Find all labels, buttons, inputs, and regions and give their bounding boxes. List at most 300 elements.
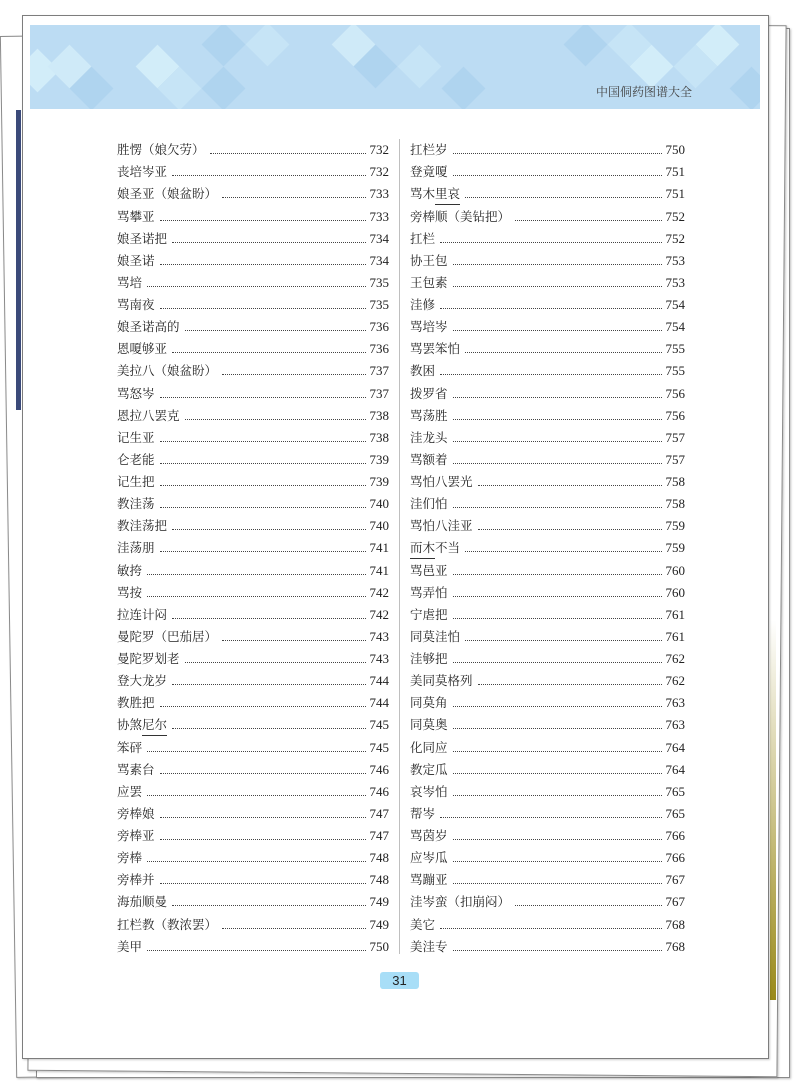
index-entry [410,668,685,690]
entry-page: 757 [665,429,685,445]
entry-page: 759 [665,518,685,534]
index-entry [410,690,685,712]
entry-page: 766 [665,828,685,843]
entry-page: 738 [369,429,389,445]
entry-name: 旁棒亚 [117,828,155,843]
entry-page: 737 [369,363,389,379]
index-entry [410,734,685,756]
entry-name: 骂弄怕 [410,584,448,600]
dot-leader [160,773,366,774]
entry-page: 762 [665,673,685,689]
entry-name: 洼够把 [410,651,448,666]
entry-page: 751 [665,164,685,180]
entry-page: 748 [369,872,389,888]
dot-leader [172,352,365,353]
index-entry [117,513,389,535]
entry-page: 765 [665,805,685,821]
entry-name: 仑老能 [117,451,155,467]
index-entry [117,602,389,624]
index-entry [117,734,389,756]
dot-leader [222,374,365,375]
dot-leader [147,751,365,752]
entry-page: 751 [665,186,685,202]
index-entry [117,469,389,491]
index-entry [410,845,685,867]
dot-leader [453,397,662,398]
dot-leader [172,684,365,685]
dot-leader [160,883,366,884]
entry-name: 旁棒并 [117,872,155,888]
entry-name: 协煞尼尔 [117,717,168,733]
dot-leader [515,905,661,906]
dot-leader [453,463,662,464]
entry-page: 735 [369,274,389,290]
entry-page: 760 [665,562,685,578]
entry-name: 曼陀罗划老 [117,651,180,666]
dot-leader [172,728,365,729]
index-entry [117,248,389,270]
index-entry [410,646,685,668]
entry-page: 767 [665,872,685,888]
index-entry [117,336,389,358]
index-entry [117,380,389,402]
dot-leader [453,861,662,862]
entry-name: 骂南夜 [117,297,155,312]
entry-page: 758 [665,474,685,489]
index-entry [117,447,389,469]
entry-name: 教定瓜 [410,761,448,777]
entry-page: 756 [665,385,685,401]
entry-page: 766 [665,850,685,866]
dot-leader [160,551,366,552]
index-entry [410,911,685,933]
entry-page: 752 [665,230,685,246]
entry-page: 760 [665,584,685,600]
dot-leader [478,529,662,530]
banner-pattern [202,67,246,109]
banner-pattern [202,25,246,66]
entry-name: 洼岑蛮（扣崩闷） [410,894,511,910]
entry-page: 761 [665,628,685,644]
dot-leader [465,640,661,641]
index-entry [117,491,389,513]
entry-name: 骂木里哀 [410,186,461,202]
entry-page: 747 [369,828,389,843]
dot-leader [465,352,661,353]
index-entry [410,292,685,314]
entry-name: 骂怕八洼亚 [410,518,473,534]
dot-leader [147,596,365,597]
entry-page: 746 [369,783,389,799]
dot-leader [160,441,366,442]
index-entry [410,425,685,447]
index-entry [410,181,685,203]
entry-name: 教困 [410,363,436,379]
entry-page: 737 [369,385,389,401]
dot-leader [515,220,661,221]
entry-page: 758 [665,496,685,512]
index-entry [117,403,389,425]
entry-name: 记生把 [117,474,155,489]
entry-name: 娘圣诺高的 [117,319,180,335]
dot-leader [185,330,366,331]
entry-page: 764 [665,739,685,755]
column-divider [399,139,400,954]
entry-name: 记生亚 [117,429,155,445]
index-entry [117,889,389,911]
book-title: 中国侗药图谱大全 [595,85,692,99]
entry-name: 应罢 [117,783,143,799]
index-entry [117,712,389,734]
entry-name: 王包素 [410,274,448,290]
entry-page: 750 [369,938,389,954]
header-banner [30,25,760,109]
index-entry [410,447,685,469]
dot-leader [453,839,662,840]
index-entry [410,380,685,402]
entry-name: 丧培岑亚 [117,164,168,180]
index-entry [410,535,685,557]
index-entry [117,314,389,336]
index-entry [410,889,685,911]
entry-page: 757 [665,451,685,467]
index-entry [117,646,389,668]
entry-name: 娘圣诺把 [117,230,168,246]
entry-page: 759 [665,540,685,556]
entry-page: 734 [369,252,389,268]
index-entry [117,867,389,889]
index-entry [410,491,685,513]
dot-leader [160,397,366,398]
dot-leader [172,529,365,530]
index-entry [410,248,685,270]
entry-name: 扛栏教（教浓罢） [117,916,218,932]
entry-page: 733 [369,208,389,224]
entry-page: 763 [665,717,685,733]
index-entry [117,668,389,690]
index-entry [410,137,685,159]
entry-page: 768 [665,938,685,954]
entry-page: 745 [369,717,389,733]
index-entry [117,690,389,712]
entry-page: 753 [665,274,685,290]
dot-leader [160,507,366,508]
dot-leader [453,751,662,752]
index-entry [410,159,685,181]
entry-name: 应岑瓜 [410,850,448,866]
entry-name: 旁棒顺（美钻把） [410,208,511,224]
entry-name: 帮岑 [410,805,436,821]
entry-name: 教胜把 [117,695,155,711]
entry-name: 胜愣（娘欠劳） [117,142,205,158]
entry-page: 742 [369,606,389,622]
entry-page: 749 [369,894,389,910]
entry-page: 736 [369,319,389,335]
index-entry [117,911,389,933]
page-number: 31 [380,972,419,989]
banner-pattern [246,25,290,66]
dot-leader [453,574,662,575]
entry-name: 曼陀罗（巴茄居） [117,628,218,644]
entry-page: 741 [369,540,389,556]
dot-leader [172,618,365,619]
dot-leader [185,419,366,420]
entry-page: 740 [369,496,389,512]
entry-page: 754 [665,297,685,312]
banner-pattern [564,25,608,66]
entry-name: 骂蹦亚 [410,872,448,888]
dot-leader [478,485,662,486]
dot-leader [160,839,366,840]
dot-leader [222,640,365,641]
entry-name: 骂怒岑 [117,385,155,401]
dot-leader [453,706,662,707]
entry-page: 739 [369,451,389,467]
index-entry [117,557,389,579]
dot-leader [147,795,365,796]
dot-leader [160,308,366,309]
entry-page: 765 [665,783,685,799]
entry-name: 美拉八（娘盆盼） [117,363,218,379]
dot-leader [172,175,365,176]
dot-leader [222,928,365,929]
dot-leader [453,950,662,951]
dot-leader [453,773,662,774]
entry-page: 741 [369,562,389,578]
entry-page: 756 [665,407,685,423]
entry-name: 骂邑亚 [410,562,448,578]
entry-name: 洼荡朋 [117,540,155,556]
entry-page: 735 [369,297,389,312]
index-entry [410,867,685,889]
dot-leader [453,662,662,663]
dot-leader [147,861,365,862]
entry-page: 738 [369,407,389,423]
index-entry [410,336,685,358]
entry-page: 739 [369,474,389,489]
entry-page: 764 [665,761,685,777]
entry-page: 768 [665,916,685,932]
entry-name: 骂荡胜 [410,407,448,423]
dot-leader [160,463,366,464]
index-entry [410,203,685,225]
index-entry [410,403,685,425]
entry-page: 734 [369,230,389,246]
entry-page: 744 [369,673,389,689]
index-entry [117,358,389,380]
entry-name: 而木不当 [410,540,461,556]
entry-name: 美它 [410,916,436,932]
index-entry [410,801,685,823]
entry-page: 745 [369,739,389,755]
index-entry [410,757,685,779]
dot-leader [160,817,366,818]
entry-page: 732 [369,164,389,180]
dot-leader [440,374,661,375]
banner-pattern [442,67,486,109]
entry-name: 教洼荡把 [117,518,168,534]
entry-name: 骂培 [117,274,143,290]
index-entry [117,226,389,248]
dot-leader [453,175,662,176]
entry-page: 755 [665,363,685,379]
entry-name: 骂怕八罢光 [410,474,473,489]
dot-leader [453,419,662,420]
index-entry [117,934,389,956]
index-entry [117,845,389,867]
entry-name: 骂按 [117,584,143,600]
entry-page: 733 [369,186,389,202]
entry-page: 763 [665,695,685,711]
entry-name: 洼修 [410,297,436,312]
dot-leader [453,883,662,884]
dot-leader [147,574,365,575]
entry-page: 740 [369,518,389,534]
dot-leader [160,264,366,265]
entry-page: 752 [665,208,685,224]
index-entry [410,624,685,646]
entry-page: 744 [369,695,389,711]
entry-name: 协王包 [410,252,448,268]
dot-leader [478,684,662,685]
entry-page: 749 [369,916,389,932]
entry-name: 拉连计闷 [117,606,168,622]
dot-leader [465,197,661,198]
index-entry [117,801,389,823]
index-entry [410,557,685,579]
entry-name: 敏挎 [117,562,143,578]
entry-page: 755 [665,341,685,357]
index-entry [410,358,685,380]
index-entry [117,292,389,314]
entry-name: 旁棒娘 [117,805,155,821]
dot-leader [440,242,661,243]
dot-leader [172,905,365,906]
entry-page: 746 [369,761,389,777]
index-entry [410,270,685,292]
entry-page: 753 [665,252,685,268]
index-entry [117,779,389,801]
index-entry [410,226,685,248]
dot-leader [160,485,366,486]
index-entry [117,159,389,181]
dot-leader [453,507,662,508]
dot-leader [453,441,662,442]
entry-name: 登竟嗄 [410,164,448,180]
entry-name: 笨砰 [117,739,143,755]
entry-name: 美同莫格列 [410,673,473,689]
index-entry [410,602,685,624]
index-entry [117,270,389,292]
entry-page: 732 [369,142,389,158]
entry-page: 743 [369,628,389,644]
index-entry [410,823,685,845]
dot-leader [160,220,366,221]
dot-leader [210,153,366,154]
entry-page: 747 [369,805,389,821]
dot-leader [440,308,661,309]
entry-name: 拨罗省 [410,385,448,401]
entry-name: 恩嗄够亚 [117,341,168,357]
entry-name: 恩拉八罢克 [117,407,180,423]
entry-name: 骂素台 [117,761,155,777]
dot-leader [160,706,366,707]
entry-name: 美洼专 [410,938,448,954]
page-edge-stripe [770,620,776,1000]
index-entry [410,580,685,602]
dot-leader [453,264,662,265]
index-entry [410,513,685,535]
dot-leader [440,817,661,818]
index-entry [117,624,389,646]
index-entry [410,712,685,734]
dot-leader [453,596,662,597]
index-column-left [117,137,389,956]
entry-name: 洼们怕 [410,496,448,512]
entry-name: 娘圣亚（娘盆盼） [117,186,218,202]
entry-page: 748 [369,850,389,866]
dot-leader [465,551,661,552]
index-entry [117,425,389,447]
index-entry [117,203,389,225]
dot-leader [440,928,661,929]
dot-leader [453,618,662,619]
entry-page: 761 [665,606,685,622]
entry-name: 骂额着 [410,451,448,467]
dot-leader [147,286,365,287]
book-page [22,15,769,1059]
dot-leader [453,330,662,331]
dot-leader [185,662,366,663]
entry-name: 洼龙头 [410,429,448,445]
entry-name: 骂攀亚 [117,208,155,224]
index-entry [117,580,389,602]
page-edge-stripe [16,110,21,410]
dot-leader [222,197,365,198]
entry-page: 736 [369,341,389,357]
entry-name: 骂培岑 [410,319,448,335]
entry-page: 743 [369,651,389,666]
entry-name: 宁虐把 [410,606,448,622]
entry-name: 登大龙岁 [117,673,168,689]
dot-leader [453,728,662,729]
entry-name: 骂罢笨怕 [410,341,461,357]
index-entry [117,823,389,845]
entry-name: 哀岑怕 [410,783,448,799]
index-entry [117,137,389,159]
entry-page: 742 [369,584,389,600]
dot-leader [172,242,365,243]
entry-name: 同莫洼怕 [410,628,461,644]
entry-name: 教洼荡 [117,496,155,512]
index-entry [117,757,389,779]
dot-leader [147,950,365,951]
index-entry [410,469,685,491]
dot-leader [453,795,662,796]
entry-name: 化同应 [410,739,448,755]
banner-pattern [730,67,760,109]
banner-pattern [398,45,442,89]
dot-leader [453,286,662,287]
index-entry [410,779,685,801]
entry-name: 旁棒 [117,850,143,866]
entry-page: 762 [665,651,685,666]
index-entry [117,181,389,203]
entry-name: 美甲 [117,938,143,954]
dot-leader [453,153,662,154]
index-column-right [410,137,685,956]
index-entry [117,535,389,557]
